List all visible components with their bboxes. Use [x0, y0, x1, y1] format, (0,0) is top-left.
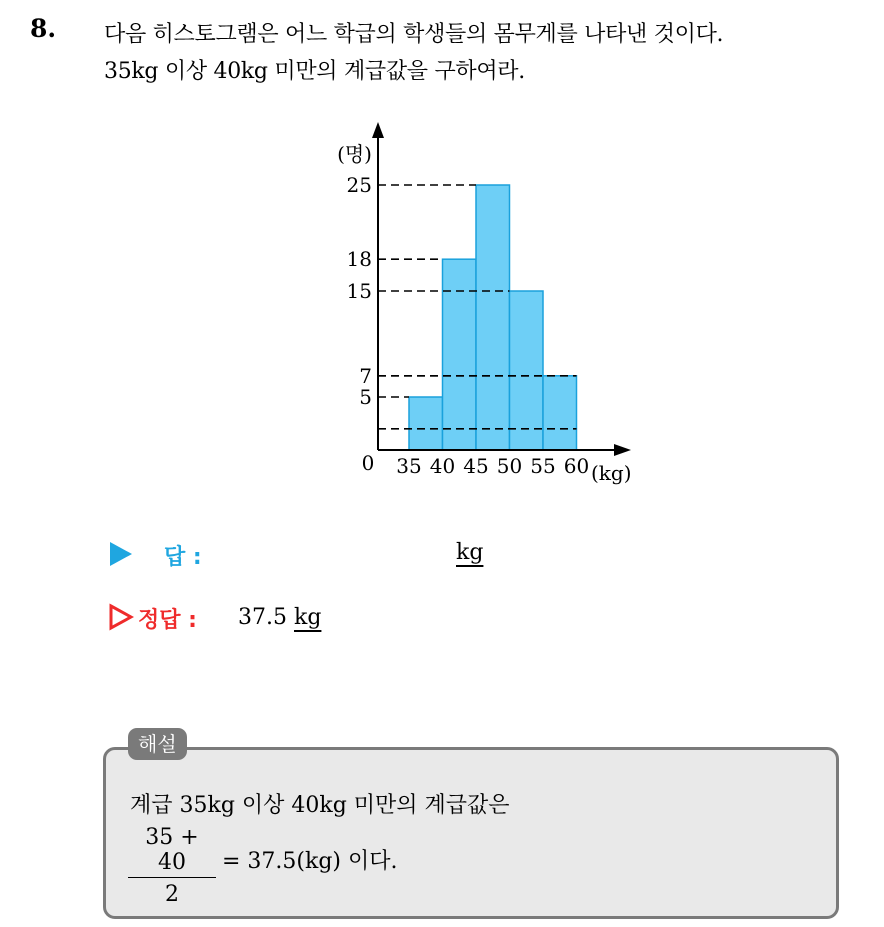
answer-label: 답 :	[164, 545, 202, 570]
x-tick-label: 40	[429, 454, 456, 478]
y-tick-label: 18	[346, 247, 372, 272]
y-axis-arrow	[372, 122, 384, 138]
answer-unit: kg	[456, 540, 484, 565]
correct-answer-row	[108, 603, 528, 637]
y-tick-label: 15	[346, 279, 372, 303]
x-tick-label: 35	[396, 454, 422, 478]
histogram-bar	[443, 259, 477, 450]
x-tick-label: 45	[463, 454, 489, 478]
histogram-bar	[409, 397, 443, 450]
x-axis-arrow	[614, 444, 631, 456]
x-tick-label: 50	[496, 454, 523, 478]
fraction-denominator: 2	[165, 882, 179, 907]
y-tick-label: 7	[359, 363, 372, 388]
question-line-2: 35kg 이상 40kg 미만의 계급값을 구하여라.	[104, 59, 525, 84]
correct-answer-value: 37.5	[238, 605, 287, 630]
x-tick-label: 60	[563, 454, 590, 478]
histogram-bar	[543, 376, 577, 450]
question-number: 8.	[30, 14, 57, 43]
correct-answer-label: 정답 :	[138, 608, 197, 633]
question-line-1: 다음 히스토그램은 어느 학급의 학생들의 몸무게를 나타낸 것이다.	[104, 22, 724, 47]
question-text	[104, 16, 874, 90]
y-axis-label: (명)	[337, 142, 372, 166]
histogram-chart	[318, 118, 658, 498]
answer-row	[108, 540, 528, 574]
histogram-bar	[510, 291, 544, 450]
origin-label: 0	[361, 451, 375, 475]
y-tick-label: 25	[346, 173, 372, 197]
outline-triangle-icon	[108, 603, 134, 631]
histogram-bar	[476, 185, 510, 450]
fraction-numerator: 35 + 40	[128, 825, 216, 878]
explanation-fraction	[128, 825, 216, 907]
explanation-result: = 37.5(kg) 이다.	[222, 849, 398, 874]
explanation-tag: 해설	[128, 728, 187, 760]
correct-answer-unit: kg	[294, 605, 322, 630]
explanation-line-1: 계급 35kg 이상 40kg 미만의 계급값은	[130, 793, 510, 818]
y-tick-label: 5	[359, 385, 372, 409]
x-axis-label: (kg)	[591, 461, 632, 485]
play-triangle-icon	[108, 540, 134, 568]
x-tick-label: 55	[530, 454, 556, 478]
